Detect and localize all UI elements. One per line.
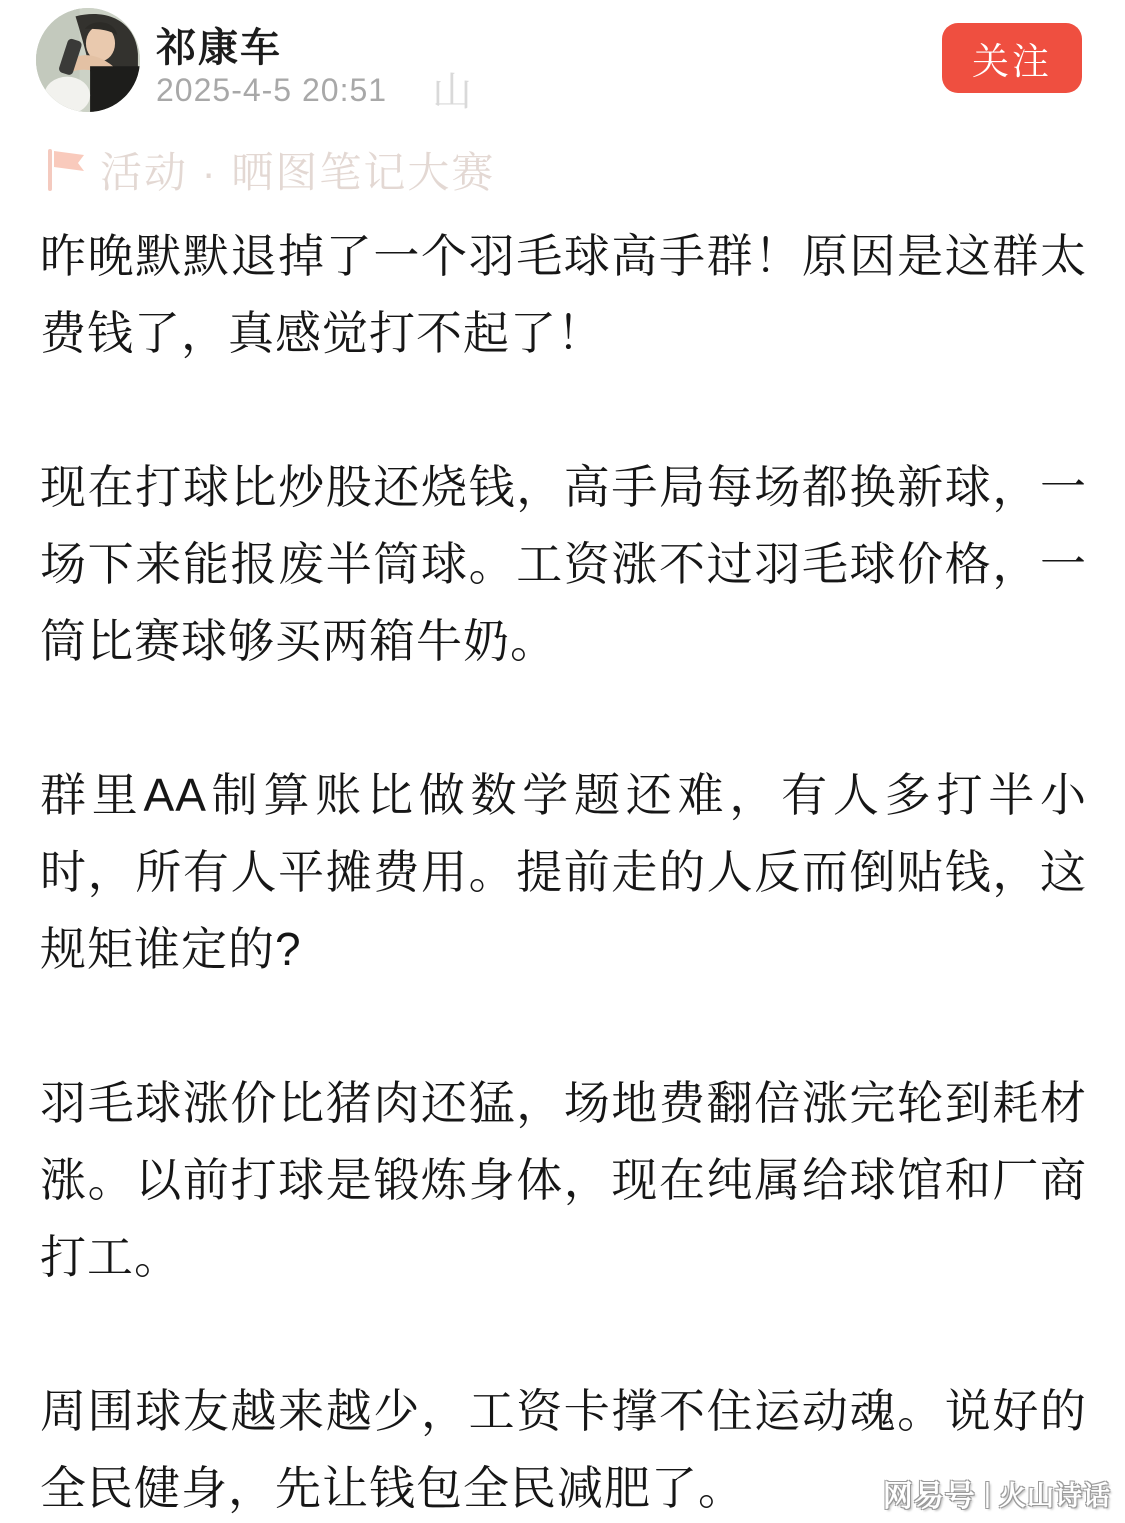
avatar-image: [36, 8, 140, 112]
post-paragraph: 群里AA制算账比做数学题还难，有人多打半小时，所有人平摊费用。提前走的人反而倒贴钱，这规矩谁定的?: [40, 769, 1087, 975]
post-paragraph: 现在打球比炒股还烧钱，高手局每场都换新球，一场下来能报废半筒球。工资涨不过羽毛球价格，一筒比赛球够买两箱牛奶。: [40, 461, 1087, 667]
timestamp: 2025-4-5 20:51: [156, 72, 388, 108]
post-paragraph: 羽毛球涨价比猪肉还猛，场地费翻倍涨完轮到耗材涨。以前打球是锻炼身体，现在纯属给球馆和厂商打工。: [40, 1077, 1087, 1283]
activity-banner-label: 活动 · 晒图笔记大赛: [100, 149, 496, 196]
watermark-separator: |: [983, 1477, 991, 1508]
post-paragraph: 周围球友越来越少，工资卡撑不住运动魂。说好的全民健身，先让钱包全民减肥了。: [40, 1385, 1087, 1514]
username[interactable]: 祁康车: [156, 26, 282, 70]
watermark: [883, 1471, 1111, 1515]
post-body: [40, 218, 1087, 1523]
follow-button[interactable]: 关注: [942, 23, 1082, 93]
activity-banner[interactable]: [44, 140, 495, 200]
watermark-brand: 网易号: [882, 1480, 976, 1513]
faint-mountain-glyph: 山: [432, 70, 472, 114]
post-paragraph: 昨晚默默退掉了一个羽毛球高手群！原因是这群太费钱了，真感觉打不起了！: [40, 230, 1087, 359]
flag-icon: [44, 147, 88, 193]
avatar[interactable]: [36, 8, 140, 112]
watermark-channel: 火山诗话: [999, 1480, 1111, 1511]
